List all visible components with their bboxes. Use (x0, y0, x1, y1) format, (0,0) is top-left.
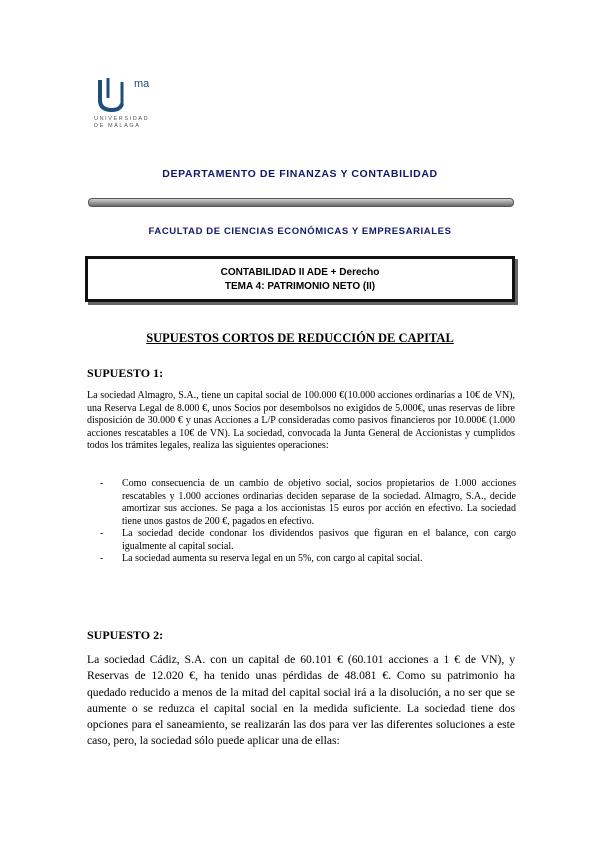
page-title: SUPUESTOS CORTOS DE REDUCCIÓN DE CAPITAL (146, 331, 454, 345)
operations-list (100, 478, 516, 566)
supuesto-2-text: La sociedad Cádiz, S.A. con un capital de 60.101 € (60.101 acciones a 1 € de VN), y Reservas de 12.020 €, ha tenido unas pérdidas de 48.081 €. Como su patrimonio ha quedado reducido a menos de la mitad del capital social irá a la disolución, a no ser que se aumente o se reduzca el capital social en la medida suficiente. La sociedad tiene dos opciones para el saneamiento, se realizarán las dos para ver las diferentes soluciones a este caso, pero, la sociedad sólo puede aplicar una de ellas: (87, 653, 515, 748)
department-title: DEPARTAMENTO DE FINANZAS Y CONTABILIDAD (162, 168, 438, 180)
university-logo (94, 76, 164, 136)
supuesto-2-heading: SUPUESTO 2: (87, 628, 164, 642)
faculty-title: FACULTAD DE CIENCIAS ECONÓMICAS Y EMPRESARIALES (148, 226, 452, 237)
course-box (85, 256, 515, 302)
logo-university-word: UNIVERSIDAD (94, 116, 150, 122)
supuesto-1-heading: SUPUESTO 1: (87, 366, 164, 380)
list-item-text: La sociedad aumenta su reserva legal en un 5%, con cargo al capital social. (122, 553, 423, 564)
list-item: - Como consecuencia de un cambio de objetivo social, socios propietarios de 1.000 acciones rescatables y 1.000 acciones ordinarias deciden separase de la sociedad. Almagro, S.A., decide amortizar sus acciones. Se paga a los accionistas 15 euros por acción en efectivo. La sociedad tiene unos gastos de 200 €, pagados en efectivo. (100, 478, 516, 527)
list-item-text: La sociedad decide condonar los dividendos pasivos que figuran en el balance, con cargo igualmente al capital social. (122, 528, 516, 552)
uma-logo-icon (94, 76, 134, 114)
decorative-divider (88, 198, 514, 207)
list-item: - La sociedad aumenta su reserva legal en un 5%, con cargo al capital social. (100, 553, 423, 564)
course-name: CONTABILIDAD II ADE + Derecho (220, 267, 380, 278)
logo-city-word: DE MÁLAGA (94, 123, 141, 129)
topic-name: TEMA 4: PATRIMONIO NETO (II) (224, 281, 376, 292)
supuesto-1-intro: La sociedad Almagro, S.A., tiene un capital social de 100.000 €(10.000 acciones ordinarias a 10€ de VN), una Reserva Legal de 8.000 €, unos Socios por desembolsos no exigidos de 5.000€, unas reservas de libre disposición de 30.000 € y unas Acciones a L/P consideradas como pasivos financieros por 10.000€ (1.000 acciones rescatables a 10€ de VN). La sociedad, convocada la Junta General de Accionistas y cumplidos todos los trámites legales, realiza las siguientes operaciones: (87, 390, 515, 451)
logo-university-name (94, 116, 149, 130)
list-item-text: Como consecuencia de un cambio de objetivo social, socios propietarios de 1.000 acciones rescatables y 1.000 acciones ordinarias deciden separase de la sociedad. Almagro, S.A., decide amortizar sus acciones. Se paga a los accionistas 15 euros por acción en efectivo. La sociedad tiene unos gastos de 200 €, pagados en efectivo. (122, 478, 516, 527)
list-item: - La sociedad decide condonar los dividendos pasivos que figuran en el balance, con cargo igualmente al capital social. (100, 528, 516, 552)
logo-superscript: ma (134, 78, 150, 90)
